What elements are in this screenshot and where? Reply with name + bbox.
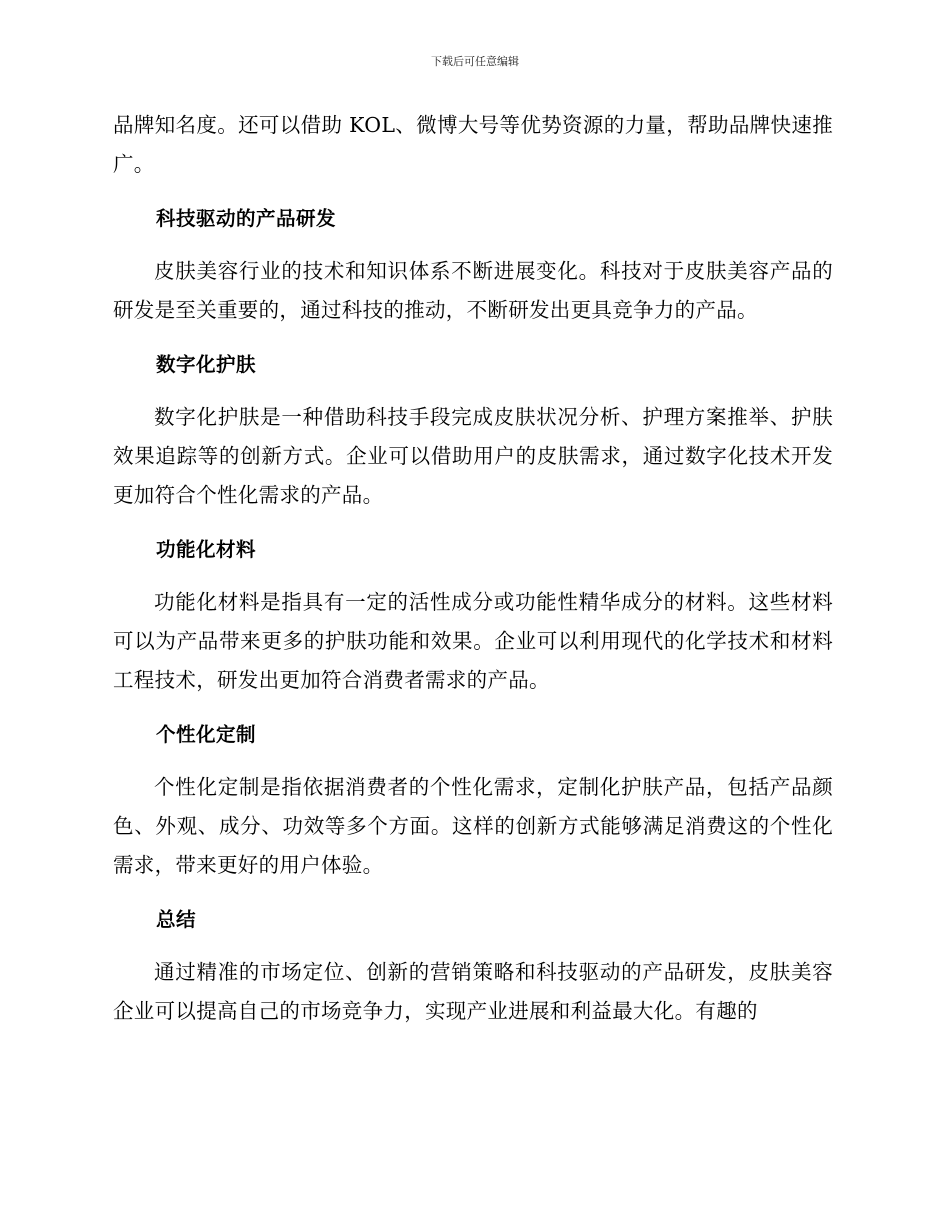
document-body (113, 106, 833, 1031)
section-heading-tech-rd: 科技驱动的产品研发 (156, 207, 337, 230)
spacer (113, 330, 833, 345)
spacer (113, 570, 833, 583)
section-heading-functional-materials: 功能化材料 (156, 538, 257, 561)
spacer (113, 755, 833, 768)
section-paragraph-tech-rd: 皮肤美容行业的技术和知识体系不断进展变化。科技对于皮肤美容产品的研发是至关重要的，通过科技的推动，不断研发出更具竞争力的产品。 (113, 259, 833, 322)
section-paragraph-customization: 个性化定制是指依据消费者的个性化需求，定制化护肤产品，包括产品颜色、外观、成分、功效等多个方面。这样的创新方式能够满足消费这的个性化需求，带来更好的用户体验。 (113, 775, 833, 877)
section-paragraph-digital-skincare: 数字化护肤是一种借助科技手段完成皮肤状况分析、护理方案推举、护肤效果追踪等的创新方式。企业可以借助用户的皮肤需求，通过数字化技术开发更加符合个性化需求的产品。 (113, 405, 833, 507)
spacer (113, 885, 833, 900)
spacer (113, 940, 833, 953)
intro-paragraph: 品牌知名度。还可以借助 KOL、微博大号等优势资源的力量，帮助品牌快速推广。 (113, 113, 833, 176)
spacer (113, 184, 833, 199)
spacer (113, 700, 833, 715)
page-header: 下载后可任意编辑 (431, 55, 519, 68)
section-heading-summary: 总结 (156, 908, 197, 931)
section-heading-digital-skincare: 数字化护肤 (156, 353, 257, 376)
section-heading-customization: 个性化定制 (156, 723, 257, 746)
section-paragraph-summary: 通过精准的市场定位、创新的营销策略和科技驱动的产品研发，皮肤美容企业可以提高自己的市场竞争力，实现产业进展和利益最大化。有趣的 (113, 960, 833, 1023)
spacer (113, 385, 833, 398)
spacer (113, 515, 833, 530)
section-paragraph-functional-materials: 功能化材料是指具有一定的活性成分或功能性精华成分的材料。这些材料可以为产品带来更多的护肤功能和效果。企业可以利用现代的化学技术和材料工程技术，研发出更加符合消费者需求的产品。 (113, 590, 833, 692)
spacer (113, 239, 833, 252)
